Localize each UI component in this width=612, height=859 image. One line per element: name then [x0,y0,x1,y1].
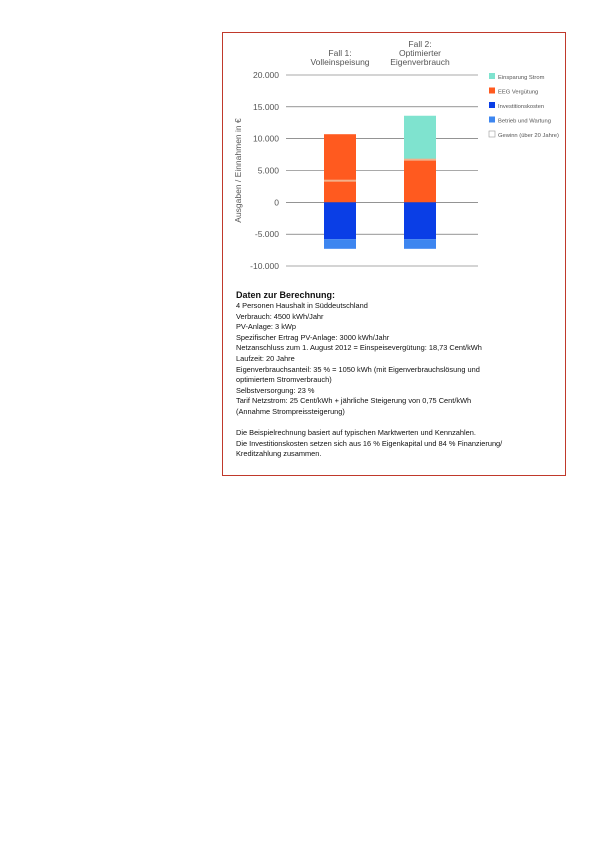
info-line: optimiertem Stromverbrauch) [236,375,332,385]
info-heading: Daten zur Berechnung: [236,290,336,300]
legend-label: EEG Vergütung [498,89,539,96]
calculation-info [236,289,562,460]
info-line: Laufzeit: 20 Jahre [236,353,295,363]
bar-segment [324,134,356,202]
info-footer-line: Die Investitionskosten setzen sich aus 16 % Eigenkapital und 84 % Finanzierung/ [236,438,503,448]
profit-marker [404,159,436,161]
info-line: (Annahme Strompreissteigerung) [236,406,345,416]
category-label: Optimierter [398,48,442,58]
y-tick-label: -5.000 [254,229,279,240]
info-line: Verbrauch: 4500 kWh/Jahr [236,311,324,321]
figure-frame [222,32,566,476]
profit-marker [324,180,356,182]
category-label: Volleinspeisung [310,57,370,67]
info-line: 4 Personen Haushalt in Süddeutschland [236,301,368,310]
bar-segment [404,159,436,202]
bar-segment [324,202,356,239]
bar-segment [404,239,436,249]
info-footer-line: Die Beispielrechnung basiert auf typischen Marktwerten und Kennzahlen. [236,428,476,438]
category-label: Eigenverbrauch [390,57,450,67]
info-footer-line: Kreditzahlung zusammen. [236,449,322,459]
info-line: Spezifischer Ertrag PV-Anlage: 3000 kWh/Jahr [236,332,390,342]
legend-swatch [489,131,495,137]
info-line: Netzanschluss zum 1. August 2012 = Einspeisevergütung: 18,73 Cent/kWh [236,343,482,353]
category-label: Fall 2: [408,39,432,49]
bar-segment [324,239,356,249]
legend-label: Einsparung Strom [498,75,545,81]
legend-swatch [489,117,495,123]
info-line: Eigenverbrauchsanteil: 35 % = 1050 kWh (mit Eigenverbrauchslösung und [236,364,480,374]
legend-swatch [489,88,495,94]
category-label: Fall 1: [328,48,352,58]
y-axis-label: Ausgaben / Einnahmen in € [233,118,243,223]
legend-label: Betrieb und Wartung [498,118,551,125]
info-line: Tarif Netzstrom: 25 Cent/kWh + jährliche Steigerung von 0,75 Cent/kWh [236,396,472,406]
bar-segment [404,202,436,239]
legend-swatch [489,73,495,79]
legend-swatch [489,102,495,108]
info-line: Selbstversorgung: 23 % [236,385,315,395]
legend-label: Gewinn (über 20 Jahre) [498,133,559,139]
y-tick-label: 5.000 [257,165,279,176]
y-tick-label: 10.000 [253,133,279,144]
y-tick-label: 20.000 [253,70,279,80]
legend-label: Investitionskosten [498,104,545,110]
info-line: PV-Anlage: 3 kWp [236,322,296,332]
y-tick-label: -10.000 [250,261,279,271]
stacked-bar-chart [223,33,567,285]
y-tick-label: 0 [274,197,279,208]
y-tick-label: 15.000 [253,101,279,112]
bar-segment [404,116,436,159]
